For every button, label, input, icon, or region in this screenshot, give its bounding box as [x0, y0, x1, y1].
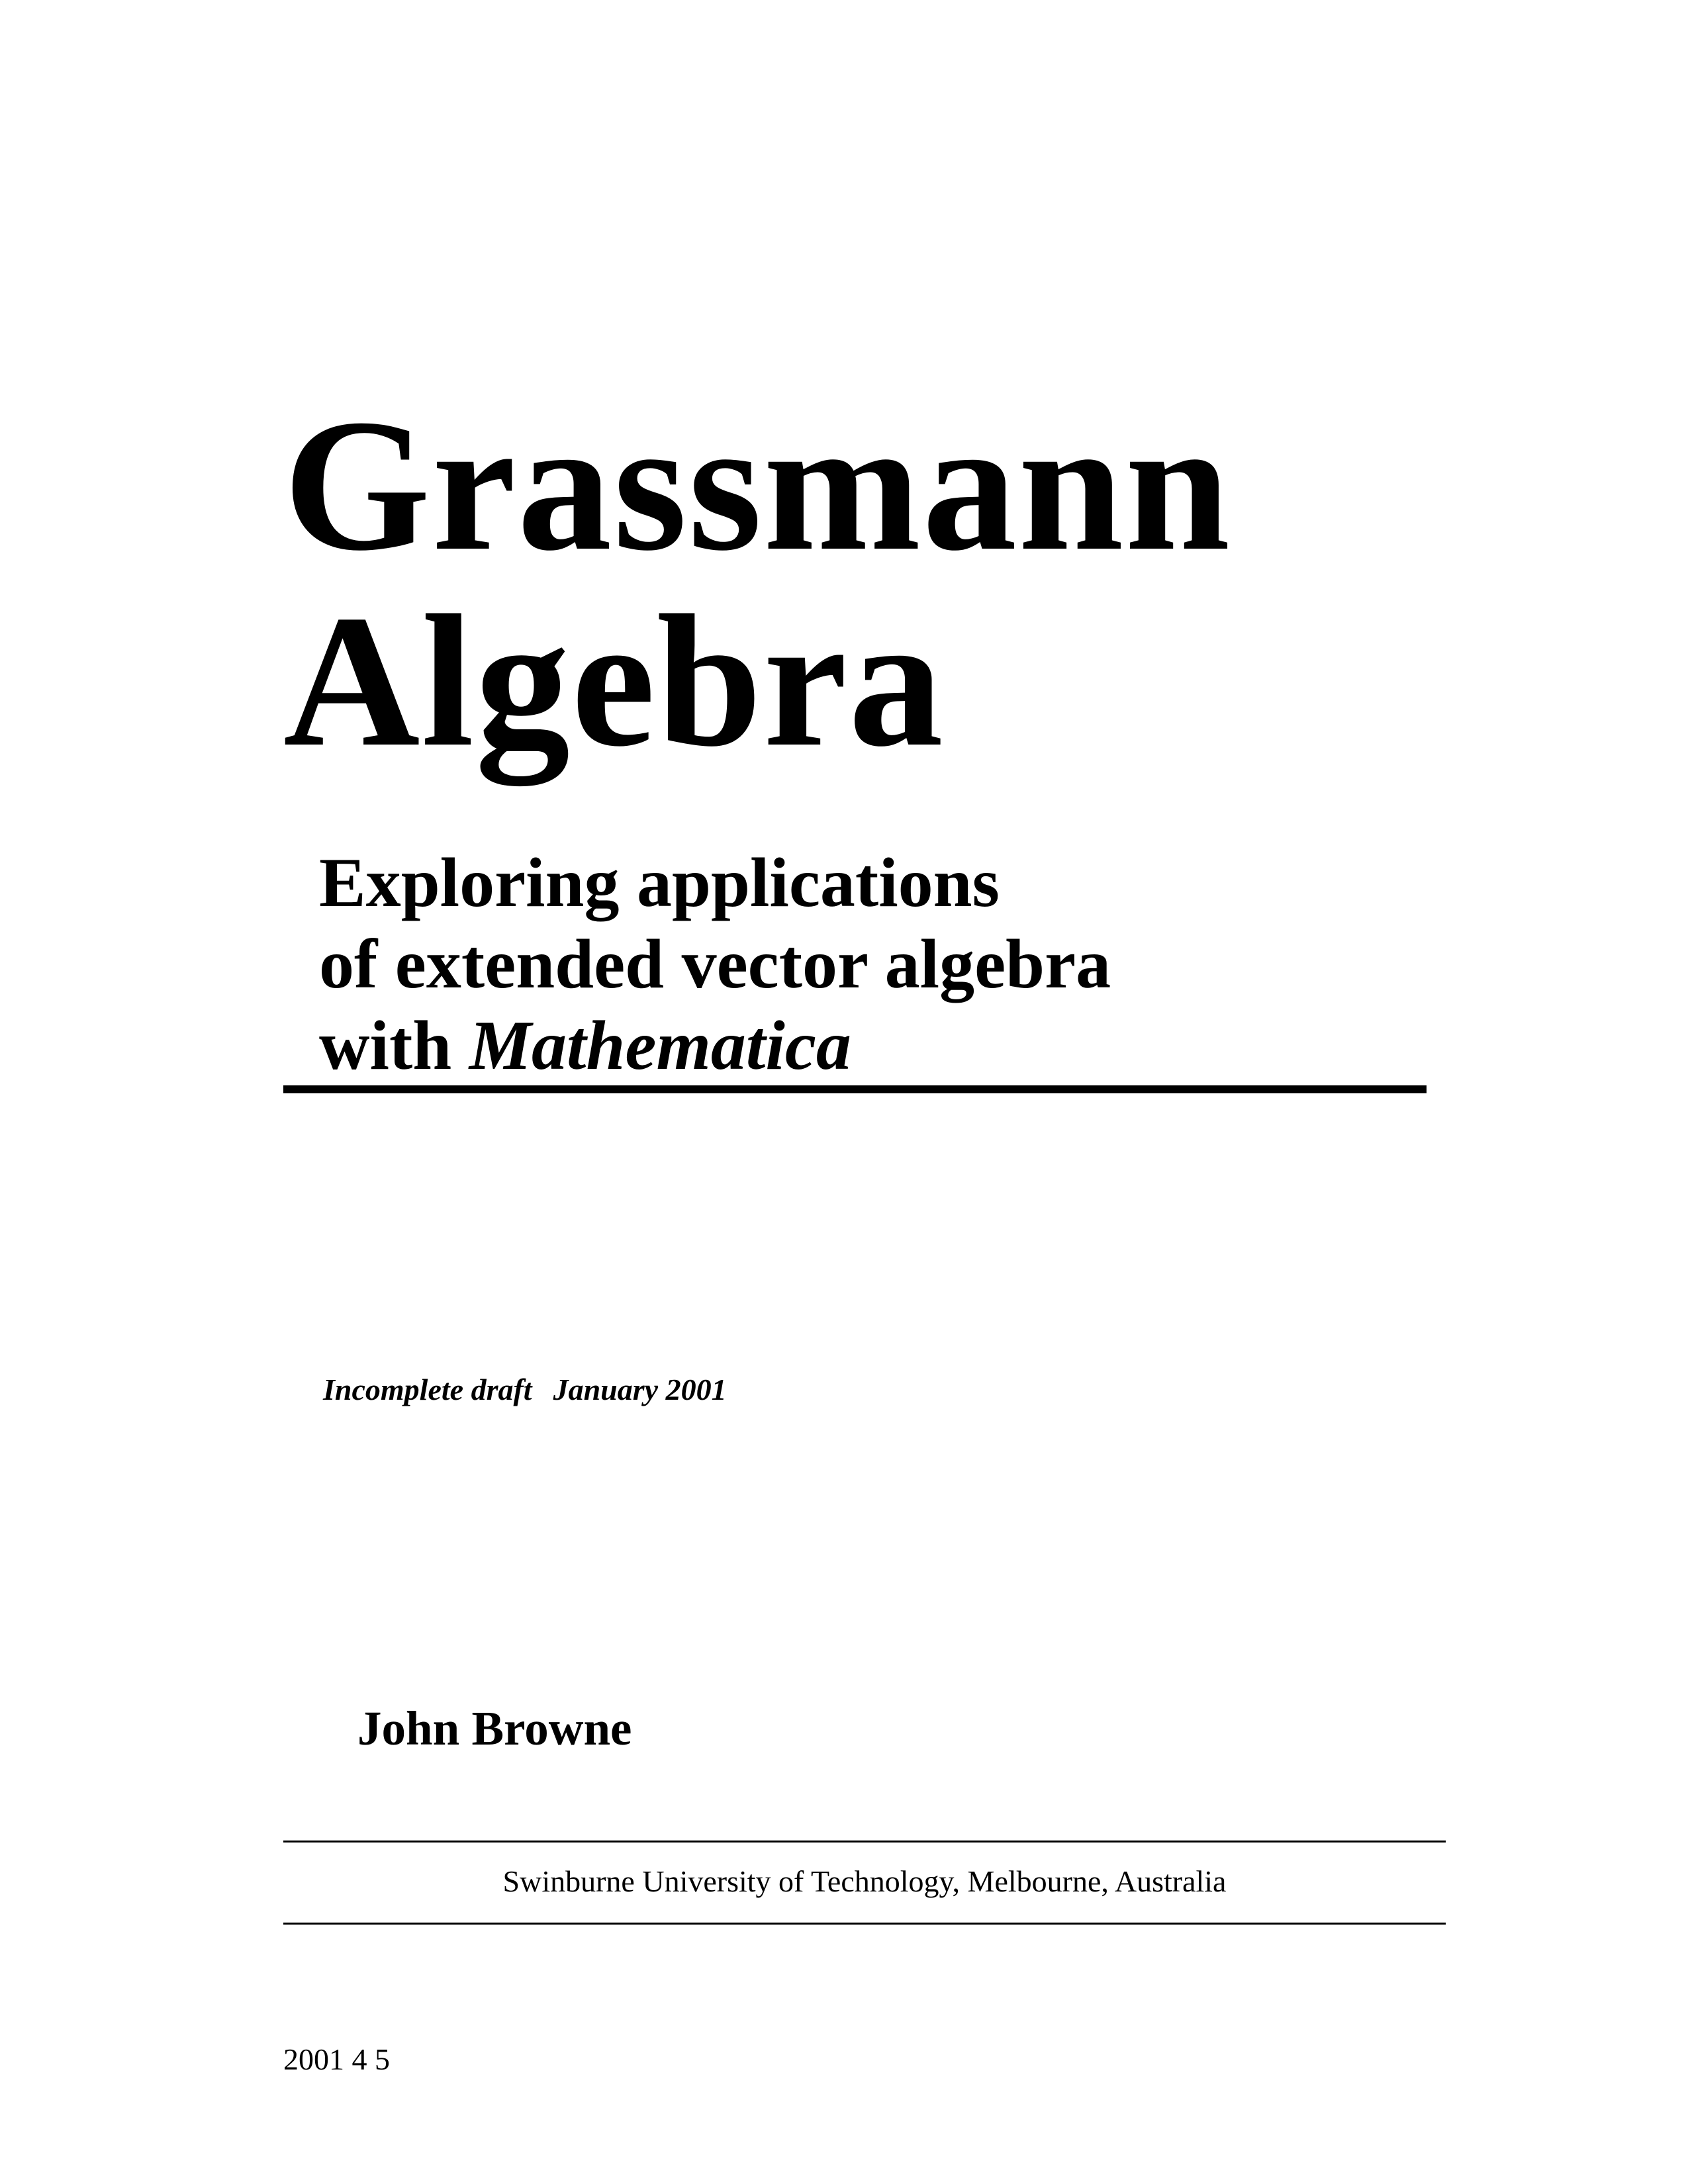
title-divider: [283, 1085, 1427, 1093]
draft-label: Incomplete draft: [323, 1373, 532, 1406]
subtitle-line-3-prefix: with: [319, 1007, 469, 1084]
draft-status: [323, 1372, 727, 1407]
draft-date: January 2001: [553, 1373, 727, 1406]
book-subtitle: [319, 842, 1111, 1086]
subtitle-line-3: [319, 1005, 1111, 1086]
subtitle-line-2: of extended vector algebra: [319, 925, 1111, 1003]
subtitle-line-1: Exploring applications: [319, 844, 1000, 921]
author-name: John Browne: [357, 1702, 632, 1755]
subtitle-software-name: Mathematica: [469, 1007, 851, 1084]
affiliation-top-rule: [283, 1841, 1446, 1843]
book-title-line-2: Algebra: [283, 576, 945, 786]
affiliation: Swinburne University of Technology, Melbourne, Australia: [502, 1864, 1227, 1898]
book-title-line-1: Grassmann: [283, 380, 1232, 590]
affiliation-bottom-rule: [283, 1923, 1446, 1925]
footer-date: 2001 4 5: [283, 2042, 390, 2076]
